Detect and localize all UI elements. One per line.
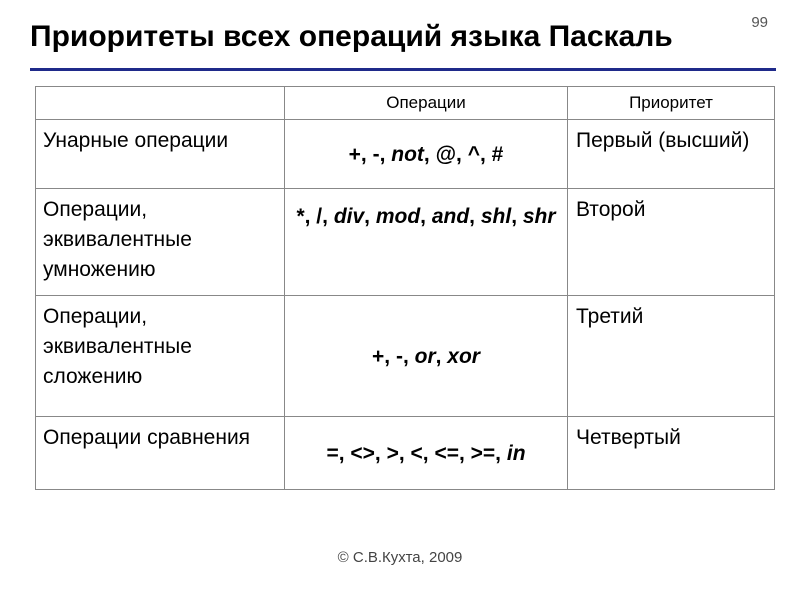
table-header-row (36, 87, 775, 120)
keyword-operator: not (391, 142, 424, 166)
keyword-operator: and (431, 205, 470, 228)
keyword-operator: shr (522, 205, 556, 228)
group-cell: Унарные операции (36, 120, 285, 189)
copyright-footer: © С.В.Кухта, 2009 (337, 549, 463, 566)
keyword-operator: mod (375, 205, 421, 228)
group-cell: Операции, эквивалентные сложению (36, 296, 285, 417)
header-cell-group (36, 87, 285, 120)
table-row (36, 296, 775, 417)
slide-number: 99 (751, 14, 768, 31)
header-cell-operations: Операции (285, 87, 568, 120)
table-row (36, 417, 775, 490)
operations-cell: *, /, div, mod, and, shl, shr (285, 189, 568, 296)
keyword-operator: xor (447, 344, 480, 368)
operations-cell: =, <>, >, <, <=, >=, in (285, 417, 568, 490)
operations-cell: +, -, or, xor (285, 296, 568, 417)
header-cell-priority: Приоритет (568, 87, 775, 120)
group-cell: Операции сравнения (36, 417, 285, 490)
priority-cell: Второй (568, 189, 775, 296)
title-underline (30, 68, 776, 71)
table-row (36, 189, 775, 296)
priority-cell: Третий (568, 296, 775, 417)
keyword-operator: in (506, 441, 526, 465)
priority-cell: Четвертый (568, 417, 775, 490)
operations-cell: +, -, not, @, ^, # (285, 120, 568, 189)
keyword-operator: shl (480, 205, 512, 228)
keyword-operator: or (414, 344, 436, 368)
priority-cell: Первый (высший) (568, 120, 775, 189)
table-row (36, 120, 775, 189)
priority-table (35, 86, 774, 490)
slide-title: Приоритеты всех операций языка Паскаль (30, 20, 673, 53)
group-cell: Операции, эквивалентные умножению (36, 189, 285, 296)
keyword-operator: div (333, 205, 365, 228)
